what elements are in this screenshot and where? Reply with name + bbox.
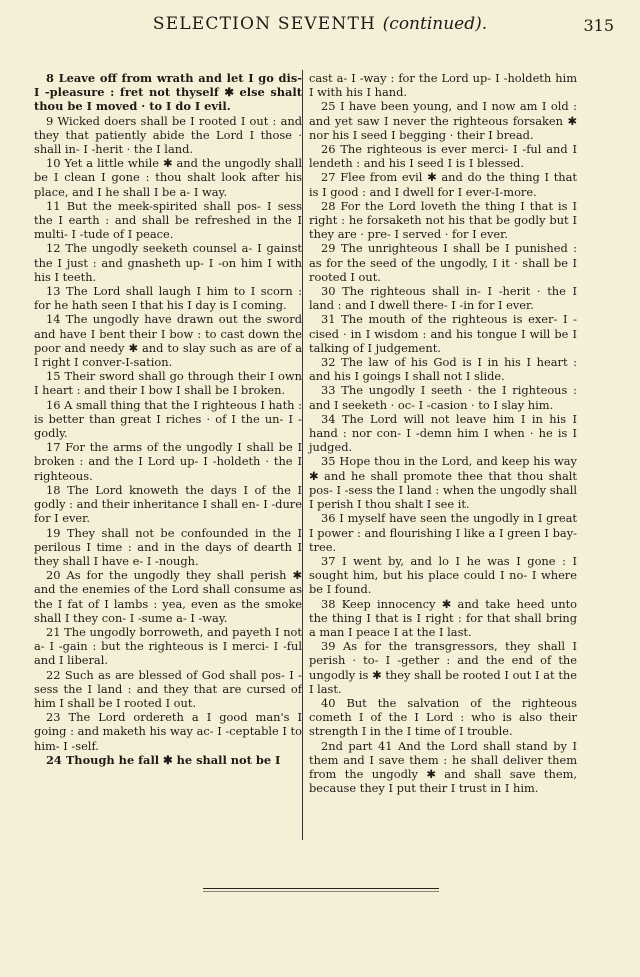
section-title: SELECTION SEVENTH bbox=[152, 14, 377, 34]
verse-11: 11 But the meek-spirited shall pos- I sess the I earth : and shall be refreshed in the I multi- I -tude of I peace. bbox=[34, 198, 302, 242]
verse-24c: cast a- I -way : for the Lord up- I -holdeth him I with his I hand. bbox=[309, 71, 577, 100]
verse-12: 12 The ungodly seeketh counsel a- I gainst the I just : and gnasheth up- I -on him I with his I teeth. bbox=[34, 241, 302, 284]
right-text-column bbox=[309, 71, 577, 795]
verse-8: 8 Leave off from wrath and let I go dis- I -pleasure : fret not thyself ✱ else shalt thou be I moved · to I do I evil. bbox=[34, 71, 302, 114]
verse-21: 21 The ungodly borroweth, and payeth I not a- I -gain : but the righteous is I merci- I -ful and I liberal. bbox=[34, 624, 302, 668]
verse-23: 23 The Lord ordereth a I good man's I going : and maketh his way ac- I -ceptable I to him- I -self. bbox=[34, 710, 302, 753]
column-divider bbox=[302, 70, 303, 840]
verse-40: 40 But the salvation of the righteous cometh I of the I Lord : who is also their strength I in the I time of I trouble. bbox=[309, 695, 577, 739]
verse-9: 9 Wicked doers shall be I rooted I out : and they that patiently abide the Lord I those · shall in- I -herit · the I land. bbox=[34, 113, 302, 157]
verse-24: 24 Though he fall ✱ he shall not be I bbox=[46, 752, 281, 767]
verse-28: 28 For the Lord loveth the thing I that is I right : he forsaketh not his that be godly but I they are · pre- I served · for I ever. bbox=[309, 198, 577, 242]
verse-25: 25 I have been young, and I now am I old : and yet saw I never the righteous forsaken ✱ nor his I seed I begging · their I bread. bbox=[309, 99, 577, 142]
verse-39: 39 As for the transgressors, they shall I perish · to- I -gether : and the end of the ungodly is ✱ they shall be rooted I out I at the I last. bbox=[309, 639, 577, 696]
verse-33: 33 The ungodly I seeth · the I righteous : and I seeketh · oc- I -casion · to I slay him. bbox=[309, 383, 577, 412]
end-rule-thin bbox=[203, 891, 439, 892]
verse-18: 18 The Lord knoweth the days I of the I godly : and their inheritance I shall en- I -dure for I ever. bbox=[34, 482, 302, 526]
verse-26: 26 The righteous is ever merci- I -ful and I lendeth : and his I seed I is I blessed. bbox=[309, 142, 577, 171]
verse-35: 35 Hope thou in the Lord, and keep his way ✱ and he shall promote thee that thou shalt pos- I -sess the I land : when the ungodly shall I perish I thou shalt I see it. bbox=[309, 454, 577, 512]
verse-17: 17 For the arms of the ungodly I shall be I broken : and the I Lord up- I -holdeth · the I righteous. bbox=[34, 440, 302, 483]
left-text-column bbox=[34, 71, 302, 767]
verse-27: 27 Flee from evil ✱ and do the thing I that is I good : and I dwell for I ever-I-more. bbox=[309, 170, 577, 199]
verse-10: 10 Yet a little while ✱ and the ungodly shall be I clean I gone : thou shalt look after his place, and I he shall I be a- I way. bbox=[34, 156, 302, 199]
section-subtitle: (continued). bbox=[382, 14, 488, 34]
verse-36: 36 I myself have seen the ungodly in I great I power : and flourishing I like a I green I bay-tree. bbox=[309, 511, 577, 554]
page-number: 315 bbox=[583, 16, 614, 35]
page-header bbox=[0, 14, 640, 40]
verse-41: 2nd part 41 And the Lord shall stand by I them and I save them : he shall deliver them from the ungodly ✱ and shall save them, because they I put their I trust in I him. bbox=[309, 738, 577, 796]
verse-31: 31 The mouth of the righteous is exer- I -cised · in I wisdom : and his tongue I will be I talking of I judgement. bbox=[309, 312, 577, 355]
verse-20: 20 As for the ungodly they shall perish ✱ and the enemies of the Lord shall consume as the I fat of I lambs : yea, even as the smoke shall I they con- I -sume a- I -way. bbox=[34, 568, 302, 625]
verse-16: 16 A small thing that the I righteous I hath : is better than great I riches · of I the un- I -godly. bbox=[34, 397, 302, 441]
verse-15: 15 Their sword shall go through their I own I heart : and their I bow I shall be I broken. bbox=[34, 369, 302, 398]
verse-34: 34 The Lord will not leave him I in his I hand : nor con- I -demn him I when · he is I judged. bbox=[309, 411, 577, 455]
verse-14: 14 The ungodly have drawn out the sword and have I bent their I bow : to cast down the poor and needy ✱ and to slay such as are of a I right I conver-I-sation. bbox=[34, 312, 302, 370]
verse-38: 38 Keep innocency ✱ and take heed unto the thing I that is I right : for that shall bring a man I peace I at the I last. bbox=[309, 596, 577, 639]
verse-13: 13 The Lord shall laugh I him to I scorn : for he hath seen I that his I day is I coming. bbox=[34, 284, 302, 313]
verse-37: 37 I went by, and lo I he was I gone : I sought him, but his place could I no- I where be I found. bbox=[309, 553, 577, 597]
verse-30: 30 The righteous shall in- I -herit · the I land : and I dwell there- I -in for I ever. bbox=[309, 284, 577, 313]
page-title bbox=[0, 14, 640, 34]
verse-32: 32 The law of his God is I in his I heart : and his I goings I shall not I slide. bbox=[309, 355, 577, 384]
verse-22: 22 Such as are blessed of God shall pos- I -sess the I land : and they that are cursed of him I shall be I rooted I out. bbox=[34, 667, 302, 710]
verse-19: 19 They shall not be confounded in the I perilous I time : and in the days of dearth I they shall I have e- I -nough. bbox=[34, 525, 302, 568]
verse-29: 29 The unrighteous I shall be I punished : as for the seed of the ungodly, I it · shall be I rooted I out. bbox=[309, 241, 577, 284]
end-rule bbox=[203, 888, 439, 889]
